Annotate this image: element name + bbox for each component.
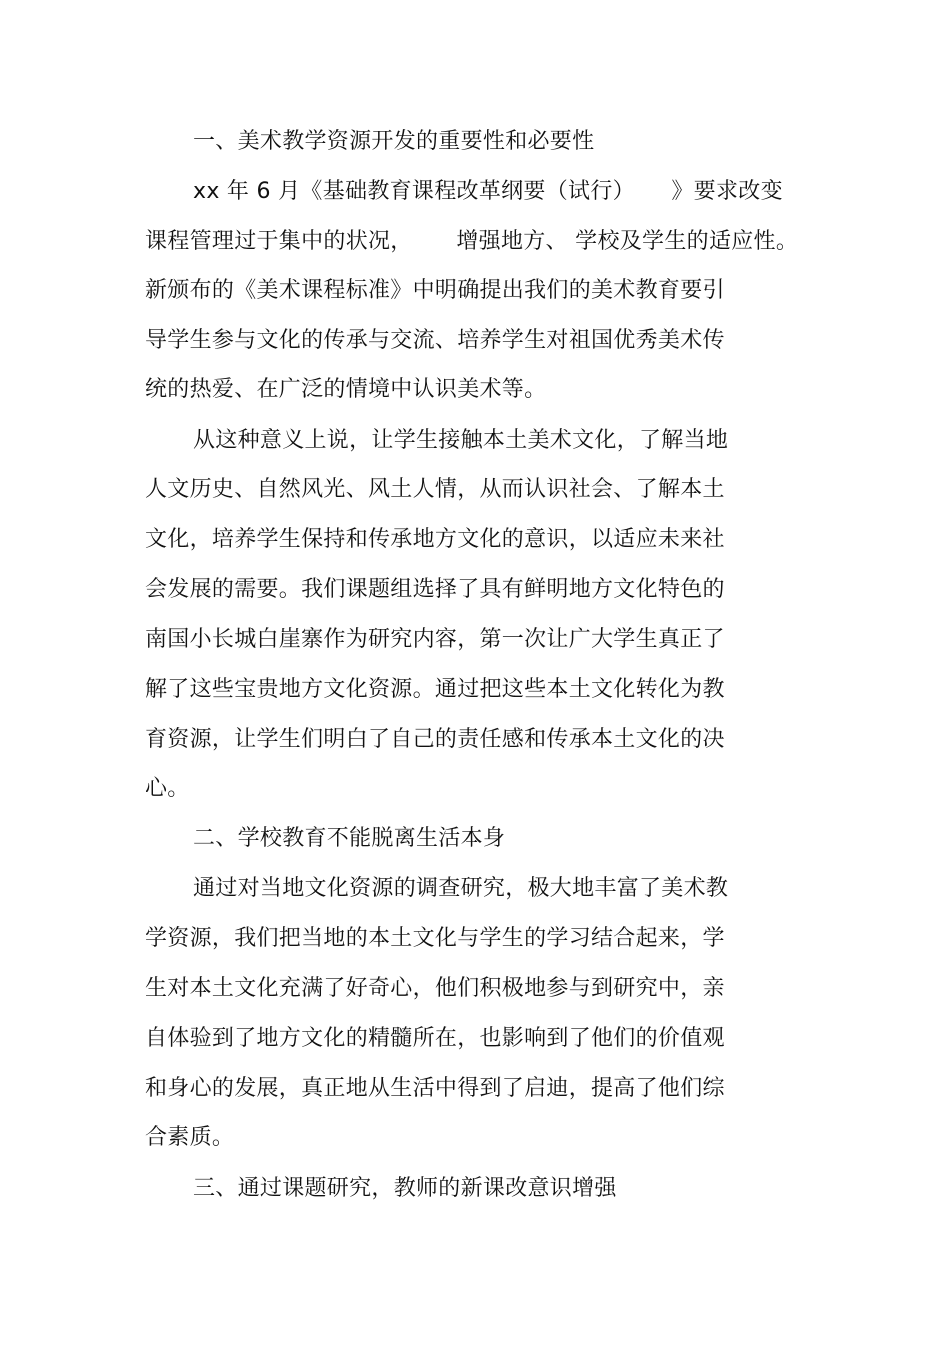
paragraph-line: 统的热爱、在广泛的情境中认识美术等。 — [145, 377, 547, 402]
paragraph-line: 文化，培养学生保持和传承地方文化的意识，以适应未来社 — [145, 527, 725, 552]
paragraph-line: 从这种意义上说，让学生接触本土美术文化，了解当地 — [193, 428, 729, 453]
section-heading-3: 三、通过课题研究，教师的新课改意识增强 — [193, 1176, 617, 1201]
paragraph-line: 人文历史、自然风光、风土人情，从而认识社会、了解本土 — [145, 477, 725, 502]
paragraph-line: 自体验到了地方文化的精髓所在，也影响到了他们的价值观 — [145, 1026, 725, 1051]
paragraph-line: 育资源，让学生们明白了自己的责任感和传承本土文化的决 — [145, 727, 725, 752]
paragraph-line: 学资源，我们把当地的本土文化与学生的学习结合起来，学 — [145, 926, 725, 951]
paragraph-line: 心。 — [145, 776, 190, 801]
paragraph-line: 合素质。 — [145, 1125, 235, 1150]
section-heading-1: 一、美术教学资源开发的重要性和必要性 — [193, 129, 595, 154]
paragraph-line: xx 年 6 月《基础教育课程改革纲要（试行） 》要求改变 — [193, 179, 783, 204]
section-heading-2: 二、学校教育不能脱离生活本身 — [193, 826, 506, 851]
paragraph-line: 导学生参与文化的传承与交流、培养学生对祖国优秀美术传 — [145, 328, 725, 353]
paragraph-line: 解了这些宝贵地方文化资源。通过把这些本土文化转化为教 — [145, 677, 725, 702]
paragraph-line: 会发展的需要。我们课题组选择了具有鲜明地方文化特色的 — [145, 577, 725, 602]
paragraph-line: 南国小长城白崖寨作为研究内容，第一次让广大学生真正了 — [145, 627, 725, 652]
paragraph-line: 和身心的发展，真正地从生活中得到了启迪，提高了他们综 — [145, 1076, 725, 1101]
paragraph-line: 课程管理过于集中的状况， 增强地方、 学校及学生的适应性。 — [145, 229, 799, 254]
paragraph-line: 通过对当地文化资源的调查研究，极大地丰富了美术教 — [193, 876, 729, 901]
paragraph-line: 新颁布的《美术课程标准》中明确提出我们的美术教育要引 — [145, 278, 725, 303]
paragraph-line: 生对本土文化充满了好奇心，他们积极地参与到研究中，亲 — [145, 976, 725, 1001]
